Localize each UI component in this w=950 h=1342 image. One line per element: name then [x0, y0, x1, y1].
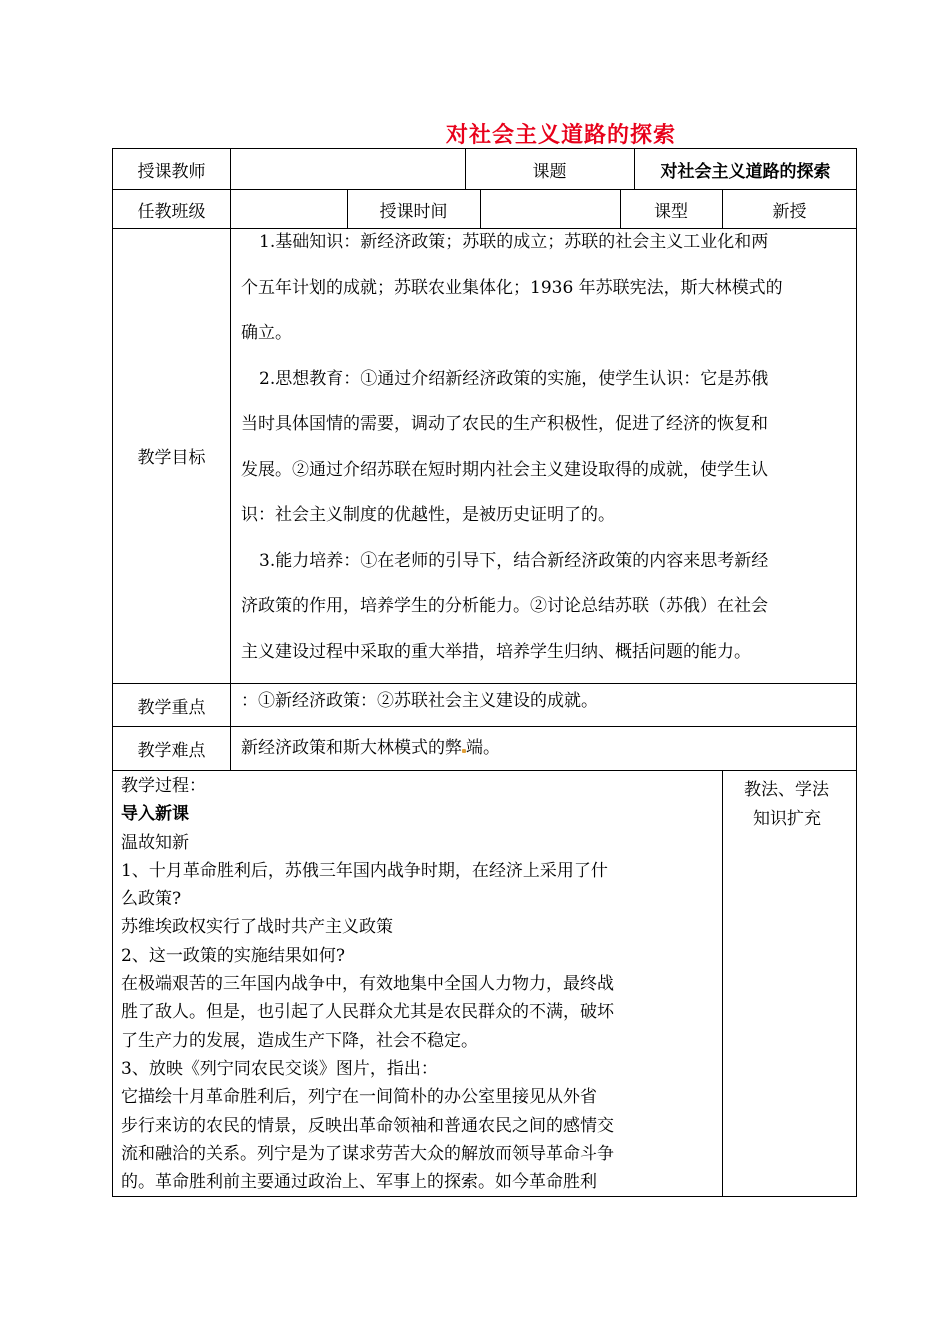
process-heading: 教学过程： — [121, 776, 206, 796]
process-line: 3、放映《列宁同农民交谈》图片，指出： — [121, 1058, 438, 1079]
methods-subheading: 知识扩充 — [753, 809, 821, 829]
process-line: 么政策? — [121, 889, 182, 910]
document-title: 对社会主义道路的探索 — [446, 123, 677, 148]
process-line: 流和融洽的关系。列宁是为了谋求劳苦大众的解放而领导革命斗争 — [121, 1143, 614, 1164]
objectives-line: 济政策的作用，培养学生的分析能力。②讨论总结苏联（苏俄）在社会 — [241, 596, 768, 616]
process-section-title: 导入新课 — [121, 804, 189, 825]
key-points-label: 教学重点 — [137, 697, 206, 718]
objectives-line: 主义建设过程中采取的重大举措，培养学生归纳、概括问题的能力。 — [241, 641, 751, 662]
difficulties-value: 新经济政策和斯大林模式的弊 端。 — [241, 738, 500, 758]
objectives-line: 3.能力培养：①在老师的引导下，结合新经济政策的内容来思考新经 — [259, 550, 769, 571]
process-line: 在极端艰苦的三年国内战争中，有效地集中全国人力物力，最终战 — [121, 974, 614, 995]
objectives-line: 识：社会主义制度的优越性，是被历史证明了的。 — [241, 505, 615, 525]
process-line: 温故知新 — [121, 832, 189, 853]
process-line: 苏维埃政权实行了战时共产主义政策 — [121, 917, 393, 938]
key-points-value: ：①新经济政策：②苏联社会主义建设的成就。 — [241, 691, 598, 711]
objectives-label: 教学目标 — [137, 448, 206, 468]
type-value: 新授 — [772, 201, 807, 222]
methods-heading: 教法、学法 — [744, 780, 829, 800]
objectives-line: 确立。 — [241, 323, 292, 343]
process-line: 2、这一政策的实施结果如何? — [121, 945, 345, 966]
process-line: 1、十月革命胜利后，苏俄三年国内战争时期，在经济上采用了什 — [121, 860, 608, 881]
process-line: 步行来访的农民的情景，反映出革命领袖和普通农民之间的感情交 — [121, 1115, 614, 1136]
objectives-text — [241, 220, 849, 675]
topic-value: 对社会主义道路的探索 — [660, 161, 831, 182]
type-label: 课型 — [654, 201, 688, 222]
topic-label: 课题 — [532, 161, 567, 182]
process-line: 它描绘十月革命胜利后，列宁在一间简朴的办公室里接见从外省 — [121, 1087, 597, 1108]
teacher-label: 授课教师 — [137, 161, 206, 182]
difficulties-label: 教学难点 — [137, 741, 206, 761]
class-label: 任教班级 — [137, 201, 206, 222]
process-text — [121, 772, 614, 1196]
objectives-line: 1.基础知识：新经济政策；苏联的成立；苏联的社会主义工业化和两 — [259, 232, 769, 252]
process-line: 胜了敌人。但是，也引起了人民群众尤其是农民群众的不满，破坏 — [121, 1002, 614, 1023]
objectives-line: 个五年计划的成就；苏联农业集体化；1936 年苏联宪法，斯大林模式的 — [241, 277, 783, 298]
teacher-value — [231, 148, 465, 190]
process-line: 了生产力的发展，造成生产下降，社会不稳定。 — [121, 1030, 478, 1051]
objectives-line: 发展。②通过介绍苏联在短时期内社会主义建设取得的成就，使学生认 — [241, 459, 768, 480]
time-label: 授课时间 — [379, 201, 448, 222]
objectives-line: 2.思想教育：①通过介绍新经济政策的实施，使学生认识：它是苏俄 — [259, 368, 769, 389]
process-line: 的。革命胜利前主要通过政治上、军事上的探索。如今革命胜利 — [121, 1172, 597, 1193]
objectives-line: 当时具体国情的需要，调动了农民的生产积极性，促进了经济的恢复和 — [241, 414, 768, 434]
